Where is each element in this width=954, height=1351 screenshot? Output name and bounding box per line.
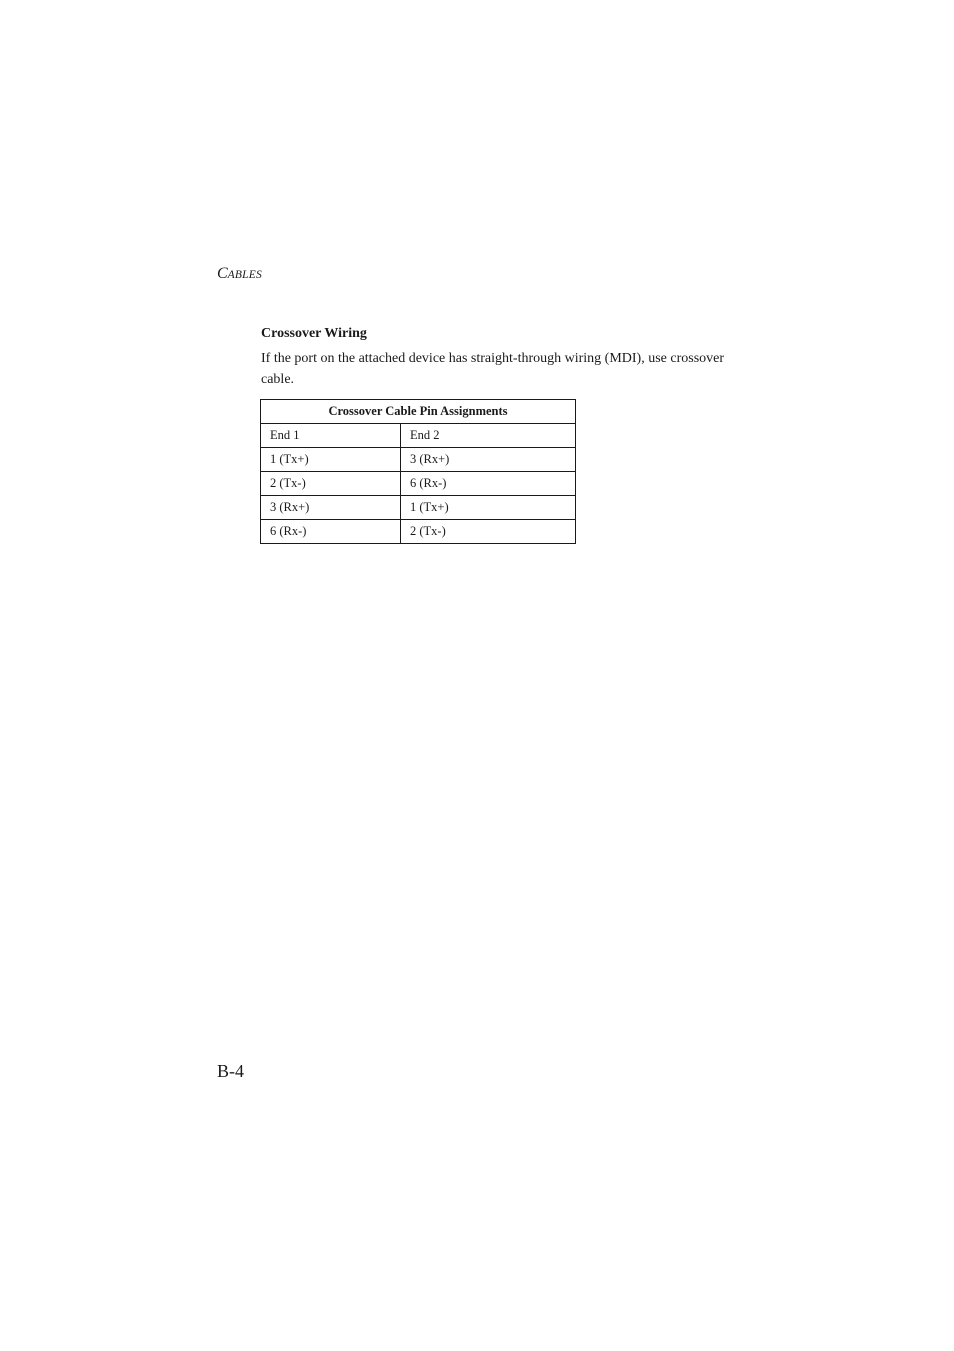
running-head (217, 266, 262, 282)
table-row (261, 448, 576, 472)
table-cell: 3 (Rx+) (261, 496, 401, 520)
table-row (261, 496, 576, 520)
crossover-pin-table (260, 399, 576, 544)
section-heading: Crossover Wiring (261, 326, 367, 341)
section-body-text: If the port on the attached device has straight-through wiring (MDI), use crossover cable. (261, 351, 725, 387)
table-cell: 1 (Tx+) (261, 448, 401, 472)
table-cell: 2 (Tx-) (261, 472, 401, 496)
table-caption-row (261, 400, 576, 424)
page-number: B-4 (217, 1061, 244, 1081)
running-head-rest: ABLES (227, 269, 262, 281)
running-head-initial: C (217, 265, 228, 282)
table-row (261, 472, 576, 496)
table-row (261, 520, 576, 544)
table-cell: 6 (Rx-) (261, 520, 401, 544)
table-header-end1: End 1 (261, 424, 401, 448)
table-caption: Crossover Cable Pin Assignments (261, 400, 576, 424)
table-cell: 3 (Rx+) (401, 448, 576, 472)
table-cell: 1 (Tx+) (401, 496, 576, 520)
table-cell: 6 (Rx-) (401, 472, 576, 496)
table-header-end2: End 2 (401, 424, 576, 448)
table-cell: 2 (Tx-) (401, 520, 576, 544)
table-header-row (261, 424, 576, 448)
